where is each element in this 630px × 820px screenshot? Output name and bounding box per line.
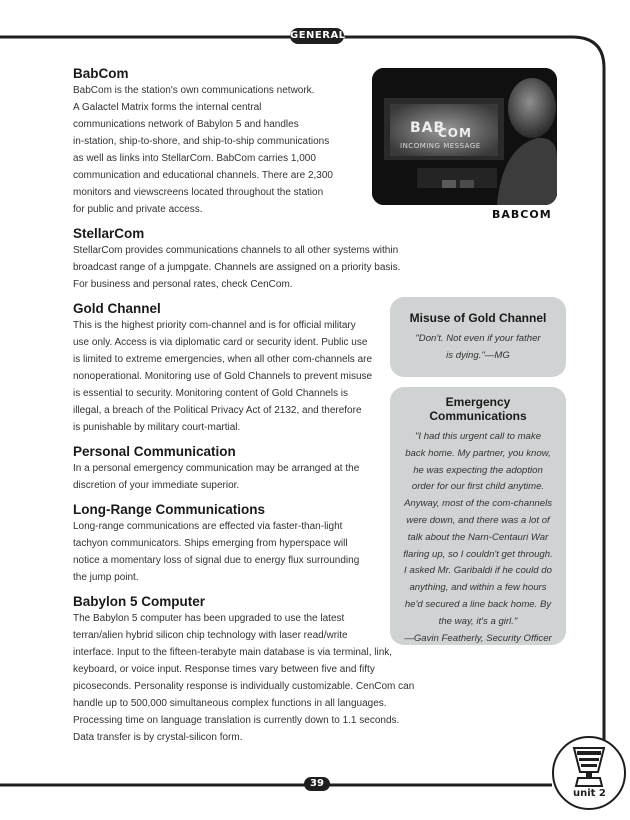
quote-line: "I had this urgent call to make bbox=[414, 431, 542, 442]
text-line: illegal, a breach of the Political Privacy Act of 2132, and therefore bbox=[73, 405, 362, 416]
quote-line: order for our first child anytime. bbox=[411, 481, 545, 493]
section-body bbox=[73, 460, 373, 494]
text-line: use only. Access is via diplomatic card or security ident. Public use bbox=[73, 337, 368, 348]
text-line: For business and personal rates, check CenCom. bbox=[73, 279, 293, 290]
sidebar-misuse-gold-channel bbox=[390, 297, 566, 377]
text-line: communications network of Babylon 5 and handles bbox=[73, 119, 299, 130]
title-line: Emergency bbox=[445, 395, 511, 409]
screen-logo-top: BAB bbox=[410, 120, 446, 136]
section-heading: StellarCom bbox=[73, 226, 145, 241]
unit-label: unit 2 bbox=[573, 788, 606, 799]
text-line: in-station, ship-to-shore, and ship-to-ship communications bbox=[73, 136, 330, 147]
title-line: Communications bbox=[429, 409, 527, 423]
section-stellarcom bbox=[73, 226, 428, 293]
text-line: BabCom is the station's own communications network. bbox=[73, 85, 315, 96]
screen-logo-bottom: COM bbox=[438, 126, 472, 140]
photo-caption: BABCOM bbox=[492, 208, 552, 221]
text-line: notice a momentary loss of signal due to energy flux surrounding bbox=[73, 555, 360, 566]
quote-line: I asked Mr. Garibaldi if he could do bbox=[404, 565, 552, 577]
text-line: discretion of your immediate superior. bbox=[73, 480, 240, 491]
quote-line: he was expecting the adoption bbox=[413, 464, 543, 476]
text-line: Processing time on language translation is currently down to 1.1 seconds. bbox=[73, 715, 400, 726]
text-line: In a personal emergency communication may be arranged at the bbox=[73, 463, 360, 474]
title-line: Misuse of Gold Channel bbox=[409, 311, 547, 325]
text-line: tachyon communicators. Ships emerging from hyperspace will bbox=[73, 538, 348, 549]
text-line: handle up to 500,000 simultaneous complex functions in all languages. bbox=[73, 698, 387, 709]
quote-line: back home. My partner, you know, bbox=[405, 447, 551, 459]
section-body bbox=[73, 82, 348, 218]
quote-line: were down, and there was a lot of bbox=[406, 514, 550, 526]
text-line: picoseconds. Personality response is individually customizable. CenCom can bbox=[73, 681, 415, 692]
quote-line: flaring up, so I couldn't get through. bbox=[403, 548, 553, 560]
section-heading: Personal Communication bbox=[73, 444, 236, 459]
section-heading: BabCom bbox=[73, 66, 129, 81]
text-line: nonoperational. Monitoring use of Gold Channels to prevent misuse bbox=[73, 371, 373, 382]
sidebar-emergency-communications bbox=[390, 387, 566, 645]
text-line: the jump point. bbox=[73, 572, 139, 583]
section-heading: Long-Range Communications bbox=[73, 502, 265, 517]
quote-line: talk about the Narn-Centauri War bbox=[407, 531, 549, 543]
text-line: communication and educational channels. There are 2,300 bbox=[73, 170, 333, 181]
section-babylon5-computer bbox=[73, 594, 428, 746]
quote-line: he'd secured a line back home. By bbox=[404, 598, 552, 610]
sidebar-quote bbox=[400, 331, 556, 365]
text-line: The Babylon 5 computer has been upgraded to use the latest bbox=[73, 613, 345, 624]
sidebar-quote bbox=[396, 429, 560, 647]
text-line: is limited to extreme emergencies, when all other com-channels are bbox=[73, 354, 373, 365]
quote-line: "Don't. Not even if your father bbox=[415, 333, 541, 344]
text-line: monitors and viewscreens located throughout the station bbox=[73, 187, 324, 198]
text-line: broadcast range of a jumpgate. Channels are assigned on a priority basis. bbox=[73, 262, 401, 273]
page-number: 39 bbox=[304, 777, 330, 791]
text-line: interface. Input to the fifteen-terabyte main database is via terminal, link, bbox=[73, 647, 393, 658]
section-personal-communication bbox=[73, 444, 428, 494]
quote-line: —Gavin Featherly, Security Officer bbox=[404, 632, 552, 644]
text-line: A Galactel Matrix forms the internal central bbox=[73, 102, 262, 113]
section-babcom bbox=[73, 66, 428, 218]
section-body bbox=[73, 610, 425, 746]
text-line: keyboard, or voice input. Response times vary between five and fifty bbox=[73, 664, 375, 675]
screen-incoming-message: INCOMING MESSAGE bbox=[400, 142, 481, 150]
section-body bbox=[73, 317, 373, 436]
quote-line: anything, and within a few hours bbox=[409, 582, 547, 594]
main-column bbox=[73, 66, 428, 754]
section-body bbox=[73, 242, 425, 293]
text-line: terran/alien hybrid silicon chip technology with laser read/write bbox=[73, 630, 348, 641]
quote-line: the way, it's a girl." bbox=[438, 615, 518, 627]
section-body bbox=[73, 518, 373, 586]
text-line: as well as links into StellarCom. BabCom carries 1,000 bbox=[73, 153, 316, 164]
section-gold-channel bbox=[73, 301, 428, 436]
quote-line: Anyway, most of the com-channels bbox=[403, 498, 553, 510]
section-heading: Babylon 5 Computer bbox=[73, 594, 206, 609]
section-long-range-communications bbox=[73, 502, 428, 586]
text-line: Data transfer is by crystal-silicon form. bbox=[73, 732, 243, 743]
section-heading: Gold Channel bbox=[73, 301, 161, 316]
sidebar-title bbox=[396, 395, 560, 423]
text-line: for public and private access. bbox=[73, 204, 203, 215]
section-tab-general: GENERAL bbox=[290, 28, 344, 44]
text-line: is punishable by military court-martial. bbox=[73, 422, 241, 433]
text-line: is essential to security. Monitoring content of Gold Channels is bbox=[73, 388, 348, 399]
quote-line: is dying."—MG bbox=[446, 349, 510, 361]
text-line: This is the highest priority com-channel and is for official military bbox=[73, 320, 356, 331]
text-line: Long-range communications are effected via faster-than-light bbox=[73, 521, 343, 532]
text-line: StellarCom provides communications channels to all other systems within bbox=[73, 245, 399, 256]
sidebar-title bbox=[400, 311, 556, 325]
